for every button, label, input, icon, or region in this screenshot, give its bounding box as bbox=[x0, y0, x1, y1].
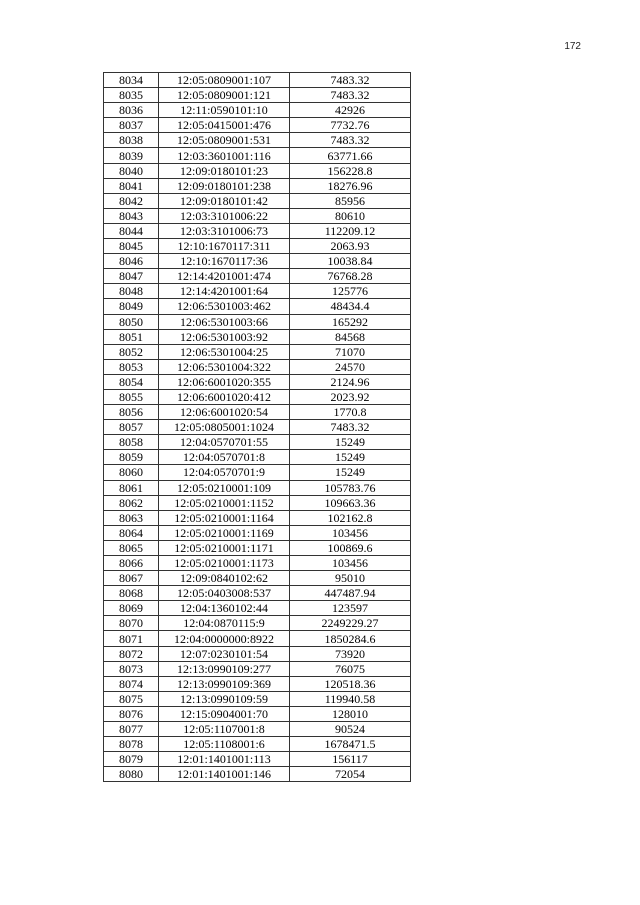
row-id-cell: 8072 bbox=[104, 646, 159, 661]
table-row bbox=[104, 556, 411, 571]
table-row bbox=[104, 88, 411, 103]
row-id-cell: 8049 bbox=[104, 299, 159, 314]
amount-cell: 24570 bbox=[290, 359, 411, 374]
amount-cell: 48434.4 bbox=[290, 299, 411, 314]
cadastral-number-cell: 12:05:0809001:531 bbox=[159, 133, 290, 148]
amount-cell: 100869.6 bbox=[290, 540, 411, 555]
amount-cell: 1678471.5 bbox=[290, 737, 411, 752]
amount-cell: 7483.32 bbox=[290, 88, 411, 103]
row-id-cell: 8045 bbox=[104, 239, 159, 254]
row-id-cell: 8068 bbox=[104, 586, 159, 601]
table-row bbox=[104, 480, 411, 495]
amount-cell: 15249 bbox=[290, 435, 411, 450]
cadastral-number-cell: 12:06:5301004:25 bbox=[159, 344, 290, 359]
table-row bbox=[104, 616, 411, 631]
row-id-cell: 8080 bbox=[104, 767, 159, 782]
cadastral-number-cell: 12:05:0210001:1173 bbox=[159, 556, 290, 571]
row-id-cell: 8039 bbox=[104, 148, 159, 163]
table-row bbox=[104, 661, 411, 676]
row-id-cell: 8067 bbox=[104, 571, 159, 586]
row-id-cell: 8041 bbox=[104, 178, 159, 193]
cadastral-number-cell: 12:04:0570701:55 bbox=[159, 435, 290, 450]
row-id-cell: 8043 bbox=[104, 208, 159, 223]
cadastral-number-cell: 12:04:1360102:44 bbox=[159, 601, 290, 616]
row-id-cell: 8064 bbox=[104, 525, 159, 540]
amount-cell: 2124.96 bbox=[290, 374, 411, 389]
amount-cell: 128010 bbox=[290, 706, 411, 721]
cadastral-number-cell: 12:10:1670117:311 bbox=[159, 239, 290, 254]
row-id-cell: 8079 bbox=[104, 752, 159, 767]
row-id-cell: 8034 bbox=[104, 73, 159, 88]
row-id-cell: 8054 bbox=[104, 374, 159, 389]
cadastral-number-cell: 12:14:4201001:64 bbox=[159, 284, 290, 299]
row-id-cell: 8066 bbox=[104, 556, 159, 571]
cadastral-number-cell: 12:09:0180101:23 bbox=[159, 163, 290, 178]
cadastral-number-cell: 12:05:0805001:1024 bbox=[159, 420, 290, 435]
cadastral-number-cell: 12:05:1108001:6 bbox=[159, 737, 290, 752]
amount-cell: 7732.76 bbox=[290, 118, 411, 133]
cadastral-number-cell: 12:05:0210001:1164 bbox=[159, 510, 290, 525]
amount-cell: 76768.28 bbox=[290, 269, 411, 284]
cadastral-number-cell: 12:03:3601001:116 bbox=[159, 148, 290, 163]
amount-cell: 123597 bbox=[290, 601, 411, 616]
row-id-cell: 8058 bbox=[104, 435, 159, 450]
table-row bbox=[104, 73, 411, 88]
amount-cell: 165292 bbox=[290, 314, 411, 329]
cadastral-number-cell: 12:13:0990109:369 bbox=[159, 676, 290, 691]
amount-cell: 1850284.6 bbox=[290, 631, 411, 646]
row-id-cell: 8035 bbox=[104, 88, 159, 103]
row-id-cell: 8063 bbox=[104, 510, 159, 525]
table-row bbox=[104, 374, 411, 389]
row-id-cell: 8040 bbox=[104, 163, 159, 178]
cadastral-number-cell: 12:03:3101006:73 bbox=[159, 223, 290, 238]
cadastral-number-cell: 12:06:6001020:412 bbox=[159, 389, 290, 404]
row-id-cell: 8075 bbox=[104, 691, 159, 706]
table-row bbox=[104, 752, 411, 767]
row-id-cell: 8077 bbox=[104, 722, 159, 737]
table-row bbox=[104, 601, 411, 616]
cadastral-number-cell: 12:01:1401001:113 bbox=[159, 752, 290, 767]
cadastral-number-cell: 12:05:1107001:8 bbox=[159, 722, 290, 737]
table-row bbox=[104, 405, 411, 420]
amount-cell: 109663.36 bbox=[290, 495, 411, 510]
row-id-cell: 8055 bbox=[104, 389, 159, 404]
row-id-cell: 8073 bbox=[104, 661, 159, 676]
cadastral-number-cell: 12:05:0809001:121 bbox=[159, 88, 290, 103]
table-row bbox=[104, 450, 411, 465]
table-row bbox=[104, 344, 411, 359]
cadastral-number-cell: 12:06:5301003:462 bbox=[159, 299, 290, 314]
table-row bbox=[104, 420, 411, 435]
table-row bbox=[104, 208, 411, 223]
cadastral-number-cell: 12:01:1401001:146 bbox=[159, 767, 290, 782]
table-row bbox=[104, 329, 411, 344]
row-id-cell: 8065 bbox=[104, 540, 159, 555]
cadastral-number-cell: 12:04:0570701:9 bbox=[159, 465, 290, 480]
cadastral-number-cell: 12:09:0840102:62 bbox=[159, 571, 290, 586]
row-id-cell: 8062 bbox=[104, 495, 159, 510]
table-row bbox=[104, 148, 411, 163]
amount-cell: 102162.8 bbox=[290, 510, 411, 525]
row-id-cell: 8078 bbox=[104, 737, 159, 752]
row-id-cell: 8037 bbox=[104, 118, 159, 133]
amount-cell: 63771.66 bbox=[290, 148, 411, 163]
row-id-cell: 8056 bbox=[104, 405, 159, 420]
amount-cell: 7483.32 bbox=[290, 73, 411, 88]
row-id-cell: 8060 bbox=[104, 465, 159, 480]
amount-cell: 15249 bbox=[290, 450, 411, 465]
data-table bbox=[103, 72, 411, 782]
table-row bbox=[104, 676, 411, 691]
amount-cell: 42926 bbox=[290, 103, 411, 118]
cadastral-number-cell: 12:10:1670117:36 bbox=[159, 254, 290, 269]
cadastral-number-cell: 12:06:6001020:54 bbox=[159, 405, 290, 420]
table-row bbox=[104, 178, 411, 193]
table-row bbox=[104, 540, 411, 555]
row-id-cell: 8069 bbox=[104, 601, 159, 616]
table-row bbox=[104, 118, 411, 133]
table-row bbox=[104, 133, 411, 148]
cadastral-number-cell: 12:09:0180101:238 bbox=[159, 178, 290, 193]
amount-cell: 10038.84 bbox=[290, 254, 411, 269]
row-id-cell: 8036 bbox=[104, 103, 159, 118]
cadastral-number-cell: 12:06:5301004:322 bbox=[159, 359, 290, 374]
amount-cell: 7483.32 bbox=[290, 420, 411, 435]
row-id-cell: 8074 bbox=[104, 676, 159, 691]
table-row bbox=[104, 691, 411, 706]
amount-cell: 90524 bbox=[290, 722, 411, 737]
row-id-cell: 8059 bbox=[104, 450, 159, 465]
amount-cell: 103456 bbox=[290, 525, 411, 540]
cadastral-number-cell: 12:03:3101006:22 bbox=[159, 208, 290, 223]
amount-cell: 156228.8 bbox=[290, 163, 411, 178]
table-row bbox=[104, 495, 411, 510]
table-row bbox=[104, 103, 411, 118]
cadastral-number-cell: 12:04:0570701:8 bbox=[159, 450, 290, 465]
table-row bbox=[104, 254, 411, 269]
table-body bbox=[104, 73, 411, 782]
amount-cell: 7483.32 bbox=[290, 133, 411, 148]
table-row bbox=[104, 510, 411, 525]
table-row bbox=[104, 571, 411, 586]
amount-cell: 105783.76 bbox=[290, 480, 411, 495]
row-id-cell: 8053 bbox=[104, 359, 159, 374]
row-id-cell: 8071 bbox=[104, 631, 159, 646]
row-id-cell: 8070 bbox=[104, 616, 159, 631]
table-row bbox=[104, 239, 411, 254]
cadastral-number-cell: 12:05:0210001:109 bbox=[159, 480, 290, 495]
table-row bbox=[104, 631, 411, 646]
row-id-cell: 8050 bbox=[104, 314, 159, 329]
table-row bbox=[104, 646, 411, 661]
amount-cell: 125776 bbox=[290, 284, 411, 299]
table-row bbox=[104, 389, 411, 404]
table-row bbox=[104, 465, 411, 480]
table-row bbox=[104, 586, 411, 601]
cadastral-number-cell: 12:14:4201001:474 bbox=[159, 269, 290, 284]
amount-cell: 2023.92 bbox=[290, 389, 411, 404]
cadastral-number-cell: 12:05:0403008:537 bbox=[159, 586, 290, 601]
amount-cell: 73920 bbox=[290, 646, 411, 661]
row-id-cell: 8044 bbox=[104, 223, 159, 238]
cadastral-number-cell: 12:05:0210001:1171 bbox=[159, 540, 290, 555]
row-id-cell: 8046 bbox=[104, 254, 159, 269]
table-row bbox=[104, 299, 411, 314]
cadastral-number-cell: 12:04:0870115:9 bbox=[159, 616, 290, 631]
row-id-cell: 8048 bbox=[104, 284, 159, 299]
cadastral-number-cell: 12:05:0809001:107 bbox=[159, 73, 290, 88]
amount-cell: 2063.93 bbox=[290, 239, 411, 254]
amount-cell: 103456 bbox=[290, 556, 411, 571]
row-id-cell: 8047 bbox=[104, 269, 159, 284]
row-id-cell: 8052 bbox=[104, 344, 159, 359]
page-number: 172 bbox=[564, 41, 581, 52]
cadastral-number-cell: 12:13:0990109:59 bbox=[159, 691, 290, 706]
table-row bbox=[104, 163, 411, 178]
cadastral-number-cell: 12:06:5301003:66 bbox=[159, 314, 290, 329]
cadastral-number-cell: 12:06:5301003:92 bbox=[159, 329, 290, 344]
row-id-cell: 8057 bbox=[104, 420, 159, 435]
amount-cell: 447487.94 bbox=[290, 586, 411, 601]
amount-cell: 84568 bbox=[290, 329, 411, 344]
table-row bbox=[104, 525, 411, 540]
row-id-cell: 8061 bbox=[104, 480, 159, 495]
row-id-cell: 8038 bbox=[104, 133, 159, 148]
cadastral-number-cell: 12:05:0415001:476 bbox=[159, 118, 290, 133]
amount-cell: 71070 bbox=[290, 344, 411, 359]
amount-cell: 72054 bbox=[290, 767, 411, 782]
amount-cell: 156117 bbox=[290, 752, 411, 767]
row-id-cell: 8051 bbox=[104, 329, 159, 344]
cadastral-number-cell: 12:04:0000000:8922 bbox=[159, 631, 290, 646]
row-id-cell: 8076 bbox=[104, 706, 159, 721]
table-row bbox=[104, 359, 411, 374]
cadastral-number-cell: 12:13:0990109:277 bbox=[159, 661, 290, 676]
table-row bbox=[104, 223, 411, 238]
amount-cell: 112209.12 bbox=[290, 223, 411, 238]
amount-cell: 85956 bbox=[290, 193, 411, 208]
amount-cell: 18276.96 bbox=[290, 178, 411, 193]
table-row bbox=[104, 314, 411, 329]
cadastral-number-cell: 12:11:0590101:10 bbox=[159, 103, 290, 118]
amount-cell: 2249229.27 bbox=[290, 616, 411, 631]
amount-cell: 80610 bbox=[290, 208, 411, 223]
table-row bbox=[104, 435, 411, 450]
row-id-cell: 8042 bbox=[104, 193, 159, 208]
table-row bbox=[104, 269, 411, 284]
amount-cell: 15249 bbox=[290, 465, 411, 480]
table-row bbox=[104, 193, 411, 208]
table-row bbox=[104, 284, 411, 299]
amount-cell: 119940.58 bbox=[290, 691, 411, 706]
cadastral-number-cell: 12:05:0210001:1152 bbox=[159, 495, 290, 510]
cadastral-number-cell: 12:15:0904001:70 bbox=[159, 706, 290, 721]
cadastral-number-cell: 12:05:0210001:1169 bbox=[159, 525, 290, 540]
amount-cell: 76075 bbox=[290, 661, 411, 676]
table-row bbox=[104, 737, 411, 752]
table-row bbox=[104, 722, 411, 737]
amount-cell: 95010 bbox=[290, 571, 411, 586]
cadastral-number-cell: 12:07:0230101:54 bbox=[159, 646, 290, 661]
table-row bbox=[104, 767, 411, 782]
cadastral-number-cell: 12:09:0180101:42 bbox=[159, 193, 290, 208]
table-row bbox=[104, 706, 411, 721]
cadastral-number-cell: 12:06:6001020:355 bbox=[159, 374, 290, 389]
amount-cell: 1770.8 bbox=[290, 405, 411, 420]
amount-cell: 120518.36 bbox=[290, 676, 411, 691]
